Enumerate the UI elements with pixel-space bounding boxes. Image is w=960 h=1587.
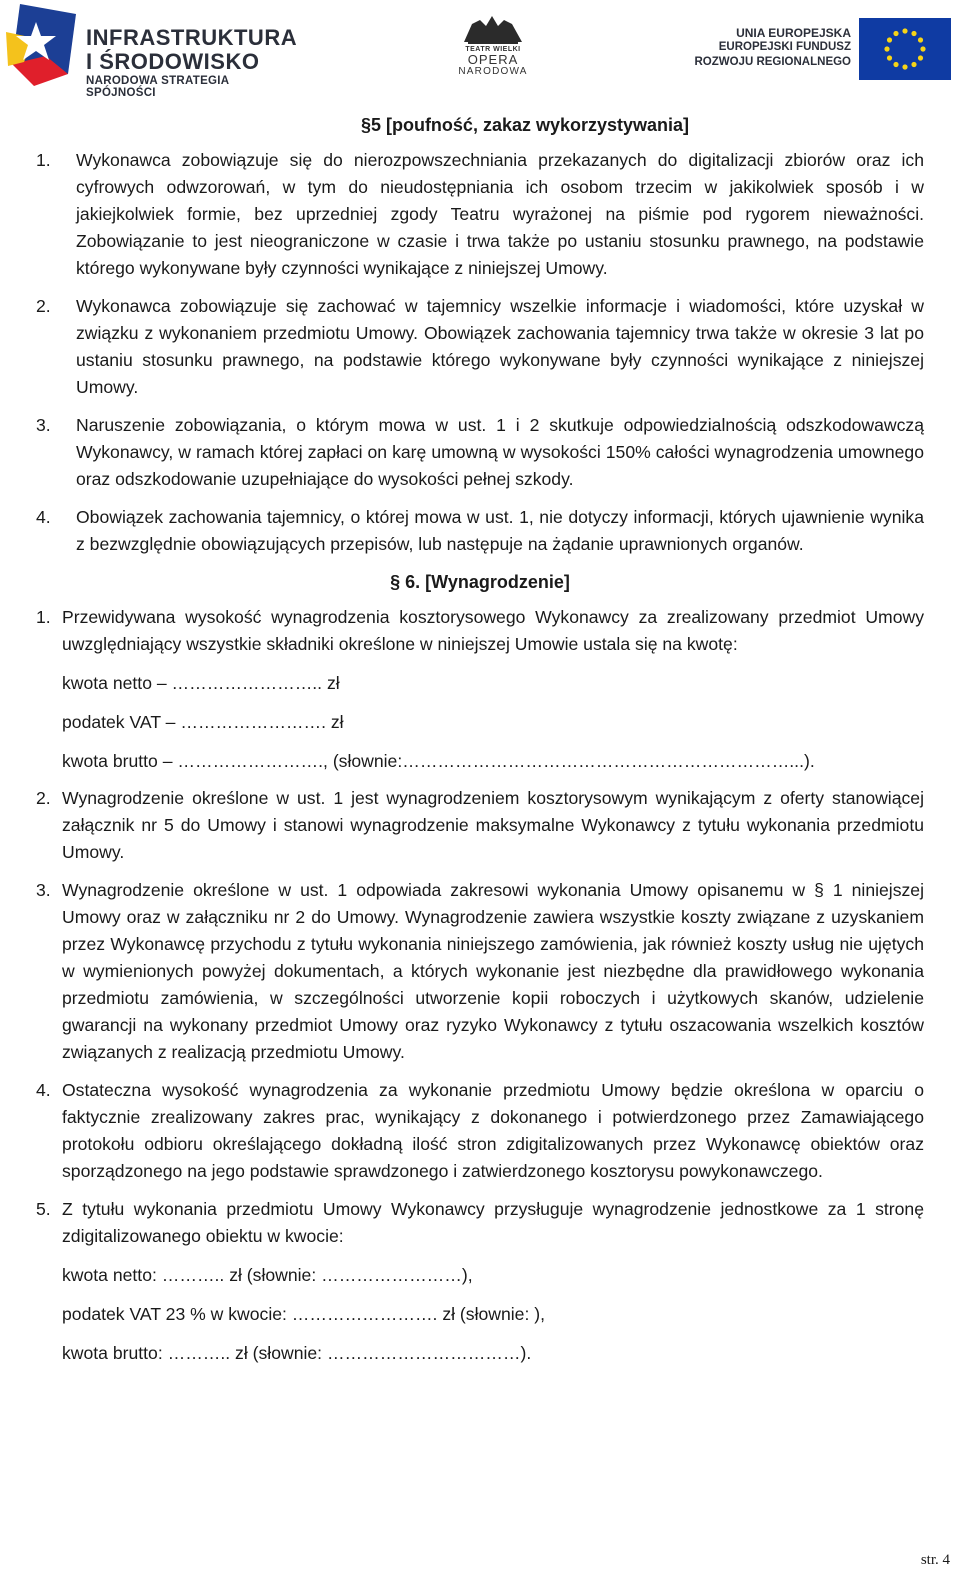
header-logos (0, 0, 960, 100)
item-number: 4. (36, 1080, 51, 1100)
item-number: 1. (36, 607, 51, 627)
item-text: Przewidywana wysokość wynagrodzenia kosztorysowego Wykonawcy za zrealizowany przedmiot Umowy uwzględniający wszystkie składniki określone w niniejszej Umowie ustala się na kwotę: (62, 607, 924, 654)
opera-line-3: NARODOWA (458, 66, 528, 77)
page-number: str. 4 (920, 1552, 950, 1568)
section-5-item-3 (36, 412, 924, 493)
opera-line-1: TEATR WIELKI (465, 46, 521, 53)
unit-net-amount-line: kwota netto: ……….. zł (słownie: ……………………), (62, 1265, 473, 1285)
eu-logo (690, 18, 955, 82)
section-6-item-2 (36, 785, 924, 866)
opera-logo (455, 12, 531, 90)
item-text: Obowiązek zachowania tajemnicy, o której mowa w ust. 1, nie dotyczy informacji, których ujawnienie wynika z bezwzględnie obowiązujących przepisów, lub następuje na żądanie uprawnionych organów. (76, 507, 924, 554)
gross-amount-line: kwota brutto – ……………………., (słownie:…………………………………………………………...). (62, 751, 815, 771)
opera-line-2: OPERA (467, 52, 519, 67)
item-text: Ostateczna wysokość wynagrodzenia za wykonanie przedmiotu Umowy będzie określona w oparciu o faktycznie zrealizowany zakres prac, wynikający z dokonanego i potwierdzonego przez Zamawiającego protokołu odbioru określającego dokładną ilość stron zdigitalizowanych przez Wykonawcę obiektów oraz sporządzonego na jego podstawie sprawdzonego i zatwierdzonego kosztorysu powykonawczego. (62, 1080, 924, 1181)
item-number: 3. (36, 415, 51, 435)
item-number: 2. (36, 296, 51, 316)
section-6-item-3 (36, 877, 924, 1066)
logo-line-2: I ŚRODOWISKO (86, 49, 260, 74)
section-5-item-4 (36, 504, 924, 558)
item-text: Naruszenie zobowiązania, o którym mowa w ust. 1 i 2 skutkuje odpowiedzialnością odszkodowawczą Wykonawcy, w ramach której zapłaci on karę umowną w wysokości 150% całości wynagrodzenia umownego oraz odszkodowanie uzupełniające do wysokości pełnej szkody. (76, 415, 924, 489)
item-text: Wynagrodzenie określone w ust. 1 jest wynagrodzeniem kosztorysowym wynikającym z oferty stanowiącej załącznik nr 5 do Umowy i stanowi wynagrodzenie maksymalne Wykonawcy z tytułu wykonania przedmiotu Umowy. (62, 788, 924, 862)
unit-gross-amount-line: kwota brutto: ……….. zł (słownie: ……………………………). (62, 1343, 532, 1363)
net-amount-line: kwota netto – …………………….. zł (62, 673, 340, 693)
logo-line-1: INFRASTRUKTURA (86, 25, 298, 50)
logo-line-3: NARODOWA STRATEGIA SPÓJNOŚCI (86, 75, 229, 99)
item-text: Z tytułu wykonania przedmiotu Umowy Wykonawcy przysługuje wynagrodzenie jednostkowe za 1 stronę zdigitalizowanego obiektu w kwocie: (62, 1199, 924, 1246)
section-5-item-2 (36, 293, 924, 401)
item-number: 2. (36, 788, 51, 808)
section-6-item-4 (36, 1077, 924, 1185)
item-number: 5. (36, 1199, 51, 1219)
vat-amount-line: podatek VAT – ……………………. zł (62, 712, 344, 732)
eu-flag-icon (859, 18, 951, 80)
eu-line-1: UNIA EUROPEJSKA (736, 26, 851, 40)
horses-chariot-icon (460, 12, 526, 46)
item-number: 3. (36, 880, 51, 900)
item-text: Wynagrodzenie określone w ust. 1 odpowiada zakresowi wykonania Umowy opisanemu w § 1 niniejszej Umowy oraz w załączniku nr 2 do Umowy. Wynagrodzenie zawiera wszystkie koszty związane z uzyskaniem przez Wykonawcę przychodu z tytułu wykonania niniejszego zamówienia, jak również koszty usług nie ujętych w wymienionych powyżej dokumentach, a których wykonanie jest niezbędne dla prawidłowego wykonania przedmiotu zamówienia, w szczególności utworzenie kopii roboczych i użytkowych skanów, udzielenie gwarancji na wykonany przedmiot Umowy oraz ryzyko Wykonawcy z tytułu oszacowania wszelkich kosztów związanych z realizacją przedmiotu Umowy. (62, 880, 924, 1062)
unit-vat-amount-line: podatek VAT 23 % w kwocie: ……………………. zł (słownie: ), (62, 1304, 545, 1324)
section-5-title: §5 [poufność, zakaz wykorzystywania] (360, 115, 690, 135)
item-text: Wykonawca zobowiązuje się zachować w tajemnicy wszelkie informacje i wiadomości, które uzyskał w związku z wykonaniem przedmiotu Umowy. Obowiązek zachowania tajemnicy trwa także w okresie 3 lat po ustaniu stosunku prawnego, na podstawie którego wykonywane były czynności wynikające z niniejszej Umowy. (76, 296, 924, 397)
eu-line-3: ROZWOJU REGIONALNEGO (694, 56, 851, 68)
section-5-item-1 (36, 147, 924, 282)
item-number: 4. (36, 507, 51, 527)
infrastruktura-logo (4, 4, 298, 99)
section-6-list (36, 604, 924, 1367)
item-number: 1. (36, 150, 51, 170)
document-body (36, 112, 924, 1377)
section-6-item-5 (36, 1196, 924, 1367)
eu-line-2: EUROPEJSKI FUNDUSZ (718, 41, 851, 53)
section-6-title: § 6. [Wynagrodzenie] (390, 572, 570, 592)
section-6-item-1 (36, 604, 924, 775)
flag-star-icon (6, 4, 84, 92)
item-text: Wykonawca zobowiązuje się do nierozpowszechniania przekazanych do digitalizacji zbiorów oraz ich cyfrowych odwzorowań, w tym do nieudostępniania ich osobom trzecim w jakikolwiek sposób i w jakiejkolwiek formie, bez uprzedniej zgody Teatru wyrażonej na piśmie pod rygorem nieważności. Zobowiązanie to jest nieograniczone w czasie i trwa także po ustaniu stosunku prawnego, na podstawie którego wykonywane były czynności wynikające z niniejszej Umowy. (76, 150, 924, 278)
